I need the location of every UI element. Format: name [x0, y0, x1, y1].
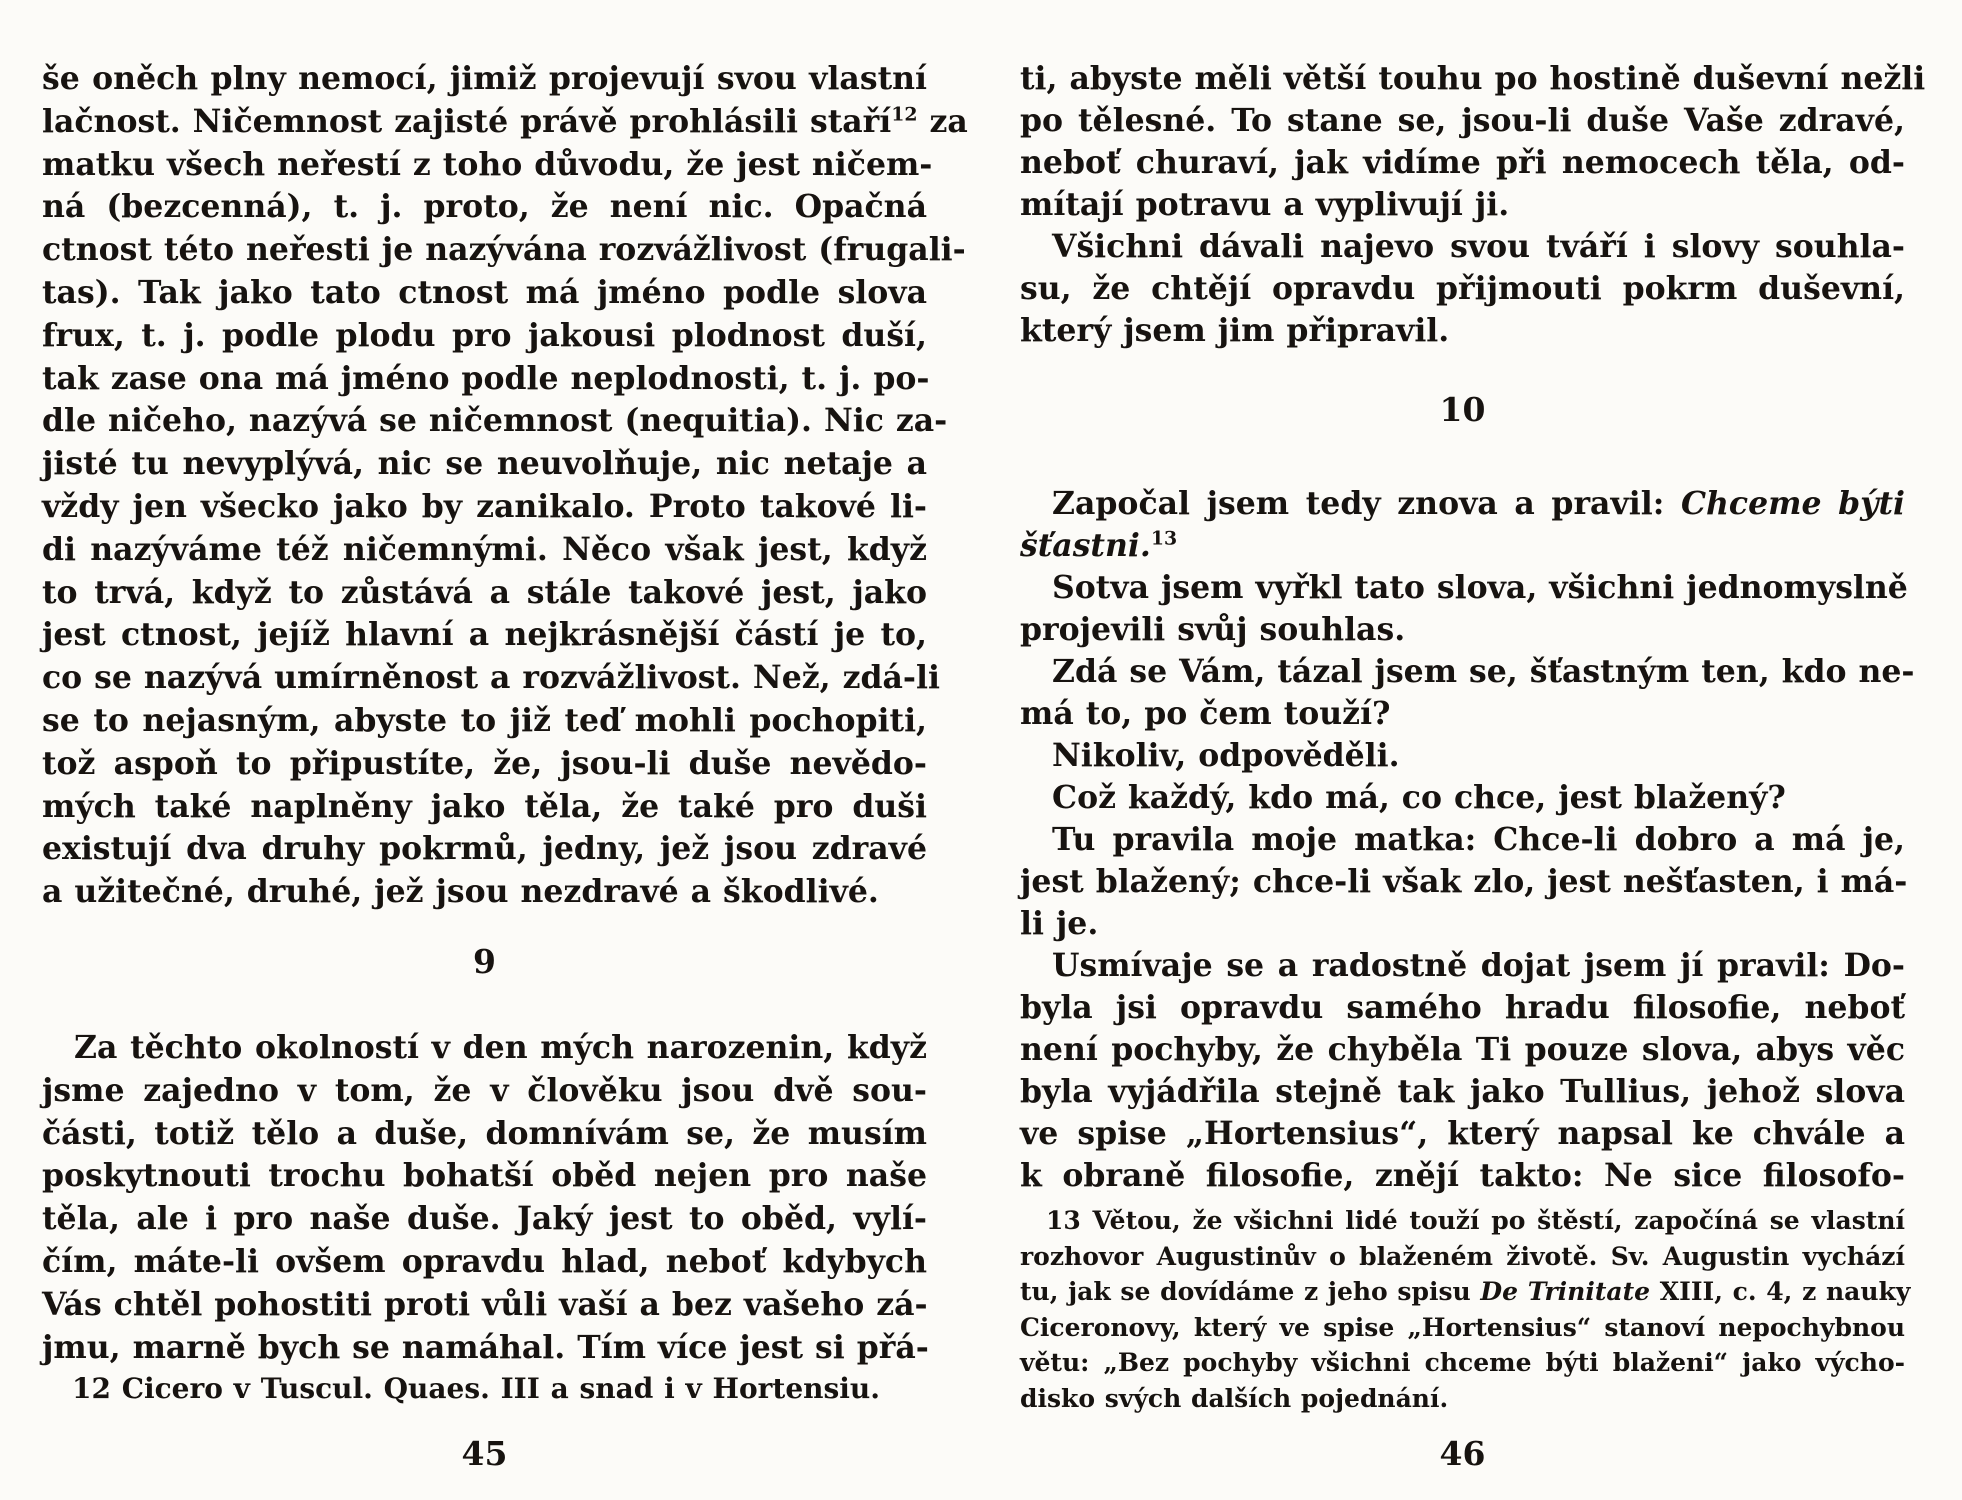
- text-line: [1020, 819, 1905, 861]
- text-segment: Tu pravila moje matka: Chce-li dobro a má je,: [1052, 821, 1905, 858]
- text-line: [1020, 310, 1905, 352]
- text-line: [42, 700, 927, 743]
- text-segment: frux, t. j. podle plodu pro jakousi plodnost duší,: [42, 316, 927, 354]
- text-line: [42, 358, 930, 401]
- text-line: [1020, 483, 1905, 525]
- text-line: [1020, 142, 1905, 184]
- footnote-line: [42, 1369, 927, 1409]
- section-heading: 10: [1439, 390, 1486, 429]
- section-heading: 9: [473, 941, 496, 981]
- text-segment: není pochyby, že chyběla Ti pouze slova, abys věc: [1020, 1031, 1905, 1068]
- text-segment: jest ctnost, jejíž hlavní a nejkrásnější částí je to,: [42, 616, 927, 654]
- text-line: [42, 1327, 927, 1370]
- text-line: [42, 743, 927, 786]
- text-line: [1020, 1071, 1905, 1113]
- text-line: [42, 828, 927, 871]
- text-segment: lačnost. Ničemnost zajisté právě prohlásili staří: [42, 102, 892, 140]
- footnote-line: [1020, 1310, 1905, 1346]
- left-page: [42, 58, 968, 1475]
- text-line: [42, 529, 927, 572]
- text-segment: co se nazývá umírněnost a rozvážlivost. Než, zdá-li: [42, 659, 940, 697]
- text-segment: Což každý, kdo má, co chce, jest blažený?: [1052, 779, 1786, 816]
- text-segment: má to, po čem touží?: [1020, 695, 1391, 732]
- text-segment: Ciceronovy, který ve spise „Hortensius“ stanoví nepochybnou: [1020, 1312, 1905, 1342]
- text-segment: XIII, c. 4, z nauky: [1650, 1277, 1911, 1307]
- footnote-ref: 12: [891, 103, 918, 126]
- text-segment: poskytnouti trochu bohatší oběd nejen pro naše: [42, 1157, 927, 1195]
- text-line: [1020, 100, 1905, 142]
- text-segment: še oněch plny nemocí, jimiž projevují svou vlastní: [42, 60, 927, 97]
- text-segment: Započal jsem tedy znova a pravil:: [1052, 485, 1681, 522]
- text-line: [42, 871, 927, 914]
- text-segment: disko svých dalších pojednání.: [1020, 1383, 1449, 1413]
- text-line: [42, 786, 927, 829]
- text-line: [42, 1027, 927, 1070]
- text-line: [1020, 987, 1905, 1029]
- text-segment: za: [917, 102, 968, 140]
- footnote-ref: 13: [1150, 527, 1178, 550]
- text-segment: ná (bezcenná), t. j. proto, že není nic. Opačná: [42, 188, 927, 226]
- text-segment: 13 Větou, že všichni lidé touží po štěstí, započíná se vlastní: [1046, 1206, 1905, 1235]
- text-line: [42, 1241, 927, 1284]
- text-segment: neboť churaví, jak vidíme při nemocech těla, od-: [1020, 144, 1905, 181]
- text-segment: dle ničeho, nazývá se ničemnost (nequitia). Nic za-: [42, 402, 948, 440]
- text-line: [1020, 777, 1905, 819]
- text-segment: šťastni.: [1020, 527, 1151, 564]
- right-page-number: 46: [1439, 1433, 1486, 1473]
- text-segment: Chceme býti: [1680, 485, 1905, 522]
- text-line: [1020, 226, 1905, 268]
- text-segment: těla, ale i pro naše duše. Jaký jest to oběd, vylí-: [42, 1200, 927, 1238]
- text-line: [42, 1155, 927, 1198]
- footnote-line: [1020, 1239, 1905, 1275]
- text-segment: De Trinitate: [1480, 1277, 1651, 1307]
- text-segment: vždy jen všecko jako by zanikalo. Proto takové li-: [42, 487, 927, 525]
- text-segment: k obraně filosofie, znějí takto: Ne sice filosofo-: [1020, 1157, 1905, 1194]
- text-segment: a užitečné, druhé, jež jsou nezdravé a škodlivé.: [42, 873, 879, 911]
- text-segment: 12 Cicero v Tuscul. Quaes. III a snad i v Hortensiu.: [72, 1372, 880, 1406]
- footnote-line: [1020, 1345, 1905, 1381]
- text-segment: Zdá se Vám, tázal jsem se, šťastným ten, kdo ne-: [1052, 653, 1915, 690]
- text-segment: byla vyjádřila stejně tak jako Tullius, jehož slova: [1020, 1073, 1905, 1110]
- text-line: [42, 443, 927, 486]
- right-page: [1020, 58, 1926, 1475]
- text-segment: rozhovor Augustinův o blaženém životě. Sv. Augustin vychází: [1020, 1241, 1905, 1271]
- text-segment: ti, abyste měli větší touhu po hostině duševní nežli: [1020, 60, 1926, 97]
- text-line: [42, 58, 927, 101]
- text-segment: po tělesné. To stane se, jsou-li duše Vaše zdravé,: [1020, 102, 1905, 139]
- text-segment: Sotva jsem vyřkl tato slova, všichni jednomyslně: [1052, 569, 1908, 606]
- text-line: [42, 614, 927, 657]
- left-page-number: 45: [461, 1434, 508, 1474]
- text-line: [1020, 945, 1905, 987]
- text-segment: di nazýváme též ničemnými. Něco však jest, když: [42, 530, 927, 568]
- text-segment: mých také naplněny jako těla, že také pro duši: [42, 787, 927, 825]
- text-line: [1020, 525, 1905, 567]
- text-line: [1020, 567, 1908, 609]
- text-segment: větu: „Bez pochyby všichni chceme býti blaženi“ jako výcho-: [1020, 1348, 1905, 1378]
- text-line: [42, 315, 927, 358]
- footnote-line: [1020, 1203, 1905, 1239]
- text-line: [42, 486, 927, 529]
- text-line: [42, 144, 933, 187]
- text-segment: su, že chtějí opravdu přijmouti pokrm duševní,: [1020, 270, 1905, 307]
- text-line: [1020, 609, 1905, 651]
- text-segment: byla jsi opravdu samého hradu filosofie, neboť: [1020, 989, 1905, 1026]
- text-line: [42, 400, 948, 443]
- text-segment: Usmívaje se a radostně dojat jsem jí pravil: Do-: [1052, 947, 1905, 984]
- text-line: [42, 229, 966, 272]
- text-segment: tu, jak se dovídáme z jeho spisu: [1020, 1277, 1481, 1307]
- text-segment: jisté tu nevyplývá, nic se neuvolňuje, nic netaje a: [42, 445, 927, 483]
- text-segment: projevili svůj souhlas.: [1020, 611, 1406, 648]
- text-line: [42, 272, 927, 315]
- text-line: [1020, 58, 1926, 100]
- text-segment: to trvá, když to zůstává a stále takové jest, jako: [42, 573, 927, 611]
- text-segment: tak zase ona má jméno podle neplodnosti, t. j. po-: [42, 359, 930, 397]
- text-segment: ve spise „Hortensius“, který napsal ke chvále a: [1020, 1115, 1905, 1152]
- text-segment: čím, máte-li ovšem opravdu hlad, neboť kdybych: [42, 1242, 927, 1280]
- text-line: [1020, 861, 1908, 903]
- left-page-body: [42, 58, 968, 1409]
- text-line: [42, 186, 927, 229]
- text-line: [1020, 1113, 1905, 1155]
- text-segment: jest blažený; chce-li však zlo, jest nešťasten, i má-: [1020, 863, 1908, 900]
- text-line: [1020, 693, 1905, 735]
- text-line: [1020, 1155, 1905, 1197]
- text-line: [42, 1070, 927, 1113]
- text-segment: jsme zajedno v tom, že v člověku jsou dvě sou-: [42, 1071, 927, 1109]
- text-segment: tas). Tak jako tato ctnost má jméno podle slova: [42, 273, 927, 311]
- text-segment: tož aspoň to připustíte, že, jsou-li duše nevědo-: [42, 744, 927, 782]
- text-segment: jmu, marně bych se namáhal. Tím více jest si přá-: [42, 1328, 929, 1366]
- text-line: [42, 1198, 927, 1241]
- right-page-body: [1020, 58, 1926, 1417]
- text-segment: Vás chtěl pohostiti proti vůli vaší a bez vašeho zá-: [42, 1285, 928, 1323]
- text-line: [42, 101, 968, 144]
- text-segment: Všichni dávali najevo svou tváří i slovy souhla-: [1052, 228, 1905, 265]
- text-line: [42, 1113, 927, 1156]
- text-segment: se to nejasným, abyste to již teď mohli pochopiti,: [42, 701, 927, 739]
- text-segment: matku všech neřestí z toho důvodu, že jest ničem-: [42, 145, 933, 183]
- text-line: [1020, 1029, 1905, 1071]
- text-line: [42, 1284, 927, 1327]
- text-line: [1020, 268, 1905, 310]
- text-segment: ctnost této neřesti je nazývána rozvážlivost (frugali-: [42, 231, 966, 269]
- footnote-line: [1020, 1381, 1905, 1417]
- text-line: [42, 572, 927, 615]
- text-segment: existují dva druhy pokrmů, jedny, jež jsou zdravé: [42, 830, 927, 868]
- text-segment: mítají potravu a vyplivují ji.: [1020, 186, 1510, 223]
- text-segment: části, totiž tělo a duše, domnívám se, že musím: [42, 1114, 927, 1152]
- text-line: [42, 657, 940, 700]
- text-segment: Za těchto okolností v den mých narozenin, když: [74, 1028, 927, 1066]
- text-line: [1020, 735, 1905, 777]
- text-line: [1020, 903, 1905, 945]
- text-segment: který jsem jim připravil.: [1020, 312, 1450, 349]
- text-segment: li je.: [1020, 905, 1099, 942]
- text-line: [1020, 651, 1915, 693]
- text-line: [1020, 184, 1905, 226]
- footnote-line: [1020, 1274, 1911, 1310]
- text-segment: Nikoliv, odpověděli.: [1052, 737, 1400, 774]
